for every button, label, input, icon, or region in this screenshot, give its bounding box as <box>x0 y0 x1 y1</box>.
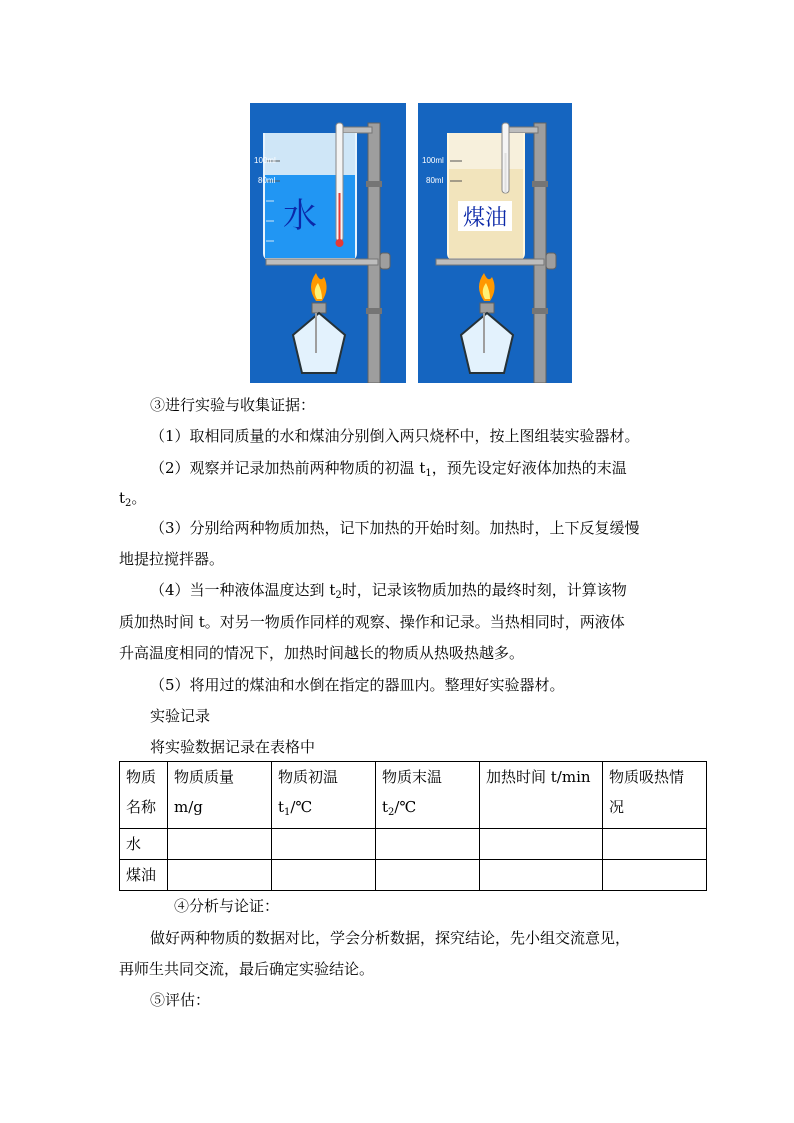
liquid-label-kerosene: 煤油 <box>462 206 508 231</box>
thermometer-mercury <box>339 193 341 241</box>
table-cell <box>272 829 376 860</box>
burner-cap <box>480 303 494 313</box>
record-intro: 将实验数据记录在表格中 <box>150 738 316 756</box>
header-initial-temp: 物质初温 $t_1/℃$ <box>272 762 376 829</box>
stand-ring <box>436 259 544 265</box>
volume-mark-100: 100ml <box>422 156 444 165</box>
pole-joint <box>366 181 382 187</box>
table-cell <box>376 860 480 891</box>
water-apparatus-illustration <box>250 103 406 383</box>
record-title: 实验记录 <box>150 707 211 725</box>
paragraph-step1: （1）取相同质量的水和煤油分别倒入两只烧杯中，按上图组装实验器材。 <box>150 427 640 445</box>
table-row <box>120 860 707 891</box>
paragraph-step2-line1: （2）观察并记录加热前两种物质的初温 $t_1$，预先设定好液体加热的末温 <box>150 459 627 479</box>
liquid-label-water: 水 <box>283 196 317 236</box>
clamp-knob <box>546 253 556 269</box>
pole-joint <box>532 181 548 187</box>
header-heat-absorption: 物质吸热情 况 <box>603 762 707 829</box>
table-header-row <box>120 762 707 829</box>
paragraph-step4-line2: 质加热时间 t。对另一物质作同样的观察、操作和记录。当热相同时，两液体 <box>119 613 625 631</box>
record-table <box>119 761 707 891</box>
table-cell <box>272 860 376 891</box>
header-mass: 物质质量 m/g <box>168 762 272 829</box>
step3-heading: ③进行实验与收集证据： <box>150 396 316 414</box>
stand-ring <box>266 259 378 265</box>
stand-pole <box>534 123 546 383</box>
paragraph-step4-line3: 升高温度相同的情况下，加热时间越长的物质从热吸热越多。 <box>119 644 525 662</box>
step4-heading: ④分析与论证： <box>174 897 280 915</box>
row-label-kerosene: 煤油 <box>120 860 168 891</box>
clamp-knob <box>380 253 390 269</box>
paragraph-step4-line1: （4）当一种液体温度达到 $t_2$时，记录该物质加热的最终时刻，计算该物 <box>150 581 627 601</box>
header-substance-name: 物质 名称 <box>120 762 168 829</box>
table-cell <box>603 829 707 860</box>
header-final-temp: 物质末温 $t_2/℃$ <box>376 762 480 829</box>
kerosene-apparatus-illustration <box>418 103 572 383</box>
figure-kerosene-apparatus <box>418 103 572 383</box>
header-heating-time: 加热时间 t/min <box>480 762 603 829</box>
row-label-water: 水 <box>120 829 168 860</box>
thermometer-bulb <box>336 239 344 247</box>
table-cell <box>603 860 707 891</box>
burner-cap <box>312 303 326 313</box>
volume-mark-100: 100ml <box>254 156 276 165</box>
volume-mark-80: 80ml <box>258 176 276 185</box>
step5-heading: ⑤评估： <box>150 991 211 1009</box>
thermometer-mercury <box>505 153 507 193</box>
pole-joint <box>532 308 548 314</box>
table-row <box>120 829 707 860</box>
table-cell <box>480 860 603 891</box>
table-cell <box>168 860 272 891</box>
volume-mark-80: 80ml <box>426 176 444 185</box>
paragraph-analysis-line2: 再师生共同交流，最后确定实验结论。 <box>119 960 375 978</box>
pole-joint <box>366 308 382 314</box>
table-cell <box>376 829 480 860</box>
paragraph-step5: （5）将用过的煤油和水倒在指定的器皿内。整理好实验器材。 <box>150 676 565 694</box>
paragraph-step2-line2: $t_2$。 <box>119 489 147 509</box>
table-cell <box>480 829 603 860</box>
stand-pole <box>368 123 380 383</box>
figure-water-apparatus <box>250 103 406 383</box>
paragraph-analysis-line1: 做好两种物质的数据对比，学会分析数据，探究结论，先小组交流意见， <box>150 929 631 947</box>
paragraph-step3-line2: 地提拉搅拌器。 <box>119 550 225 568</box>
paragraph-step3-line1: （3）分别给两种物质加热，记下加热的开始时刻。加热时，上下反复缓慢 <box>150 519 640 537</box>
table-cell <box>168 829 272 860</box>
